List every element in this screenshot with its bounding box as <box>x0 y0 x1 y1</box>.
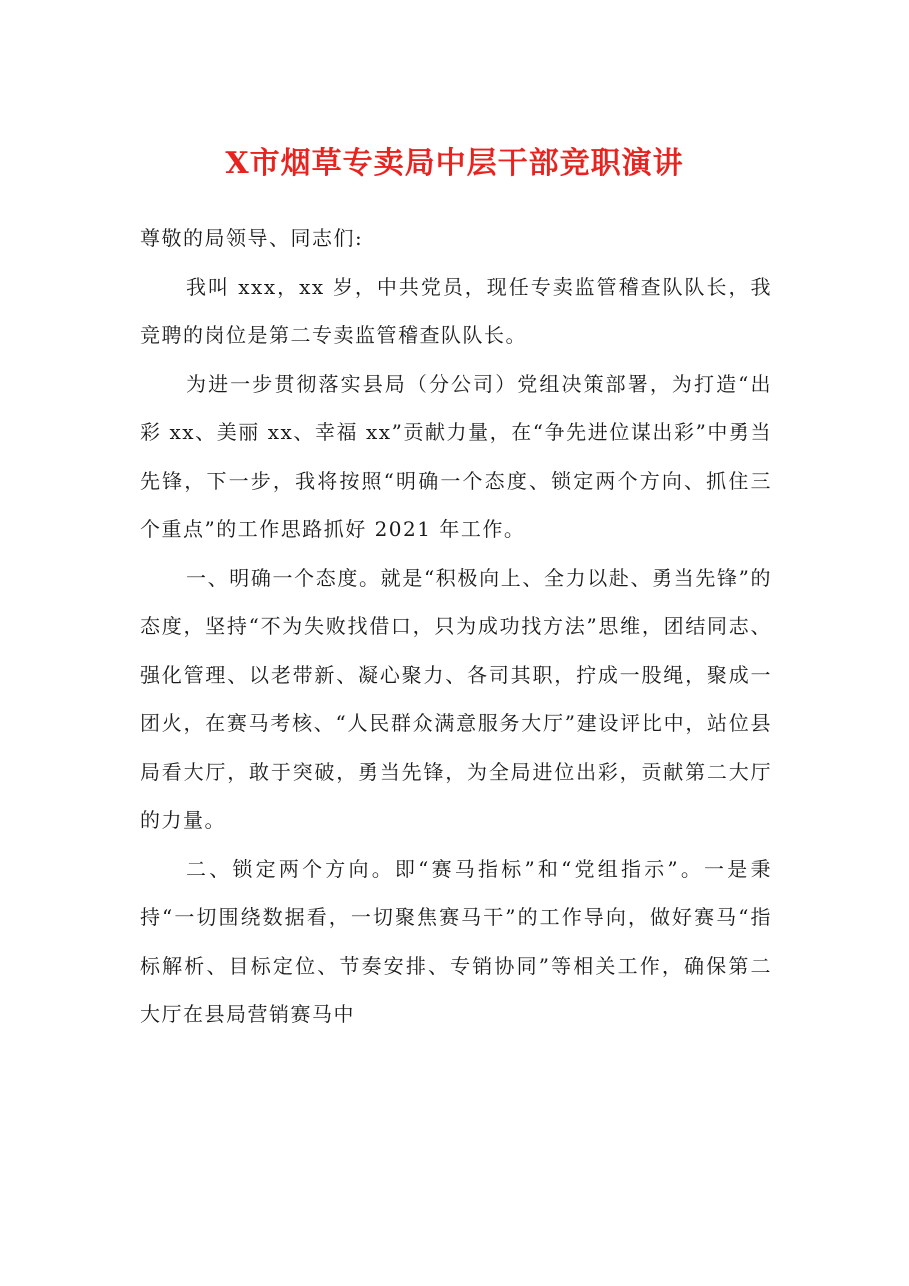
document-title: X市烟草专卖局中层干部竞职演讲 <box>225 146 684 181</box>
paragraph-intro: 我叫 xxx，xx 岁，中共党员，现任专卖监管稽查队队长，我竞聘的岗位是第二专卖监管稽查队队长。 <box>140 274 772 347</box>
salutation: 尊敬的局领导、同志们: <box>140 226 364 250</box>
paragraph-plan: 为进一步贯彻落实县局（分公司）党组决策部署，为打造“出彩 xx、美丽 xx、幸福 xx”贡献力量，在“争先进位谋出彩”中勇当先锋，下一步，我将按照“明确一个态度、锁定两个方向、抓住三个重点”的工作思路抓好 2021 年工作。 <box>140 371 772 541</box>
paragraph-directions: 二、锁定两个方向。即“赛马指标”和“党组指示”。一是秉持“一切围绕数据看，一切聚焦赛马干”的工作导向，做好赛马“指标解析、目标定位、节奏安排、专销协同”等相关工作，确保第二大厅在县局营销赛马中 <box>140 856 772 1026</box>
paragraph-attitude: 一、明确一个态度。就是“积极向上、全力以赴、勇当先锋”的态度，坚持“不为失败找借口，只为成功找方法”思维，团结同志、强化管理、以老带新、凝心聚力、各司其职，拧成一股绳，聚成一团火，在赛马考核、“人民群众满意服务大厅”建设评比中，站位县局看大厅，敢于突破，勇当先锋，为全局进位出彩，贡献第二大厅的力量。 <box>140 565 772 832</box>
document-body <box>140 214 772 1039</box>
